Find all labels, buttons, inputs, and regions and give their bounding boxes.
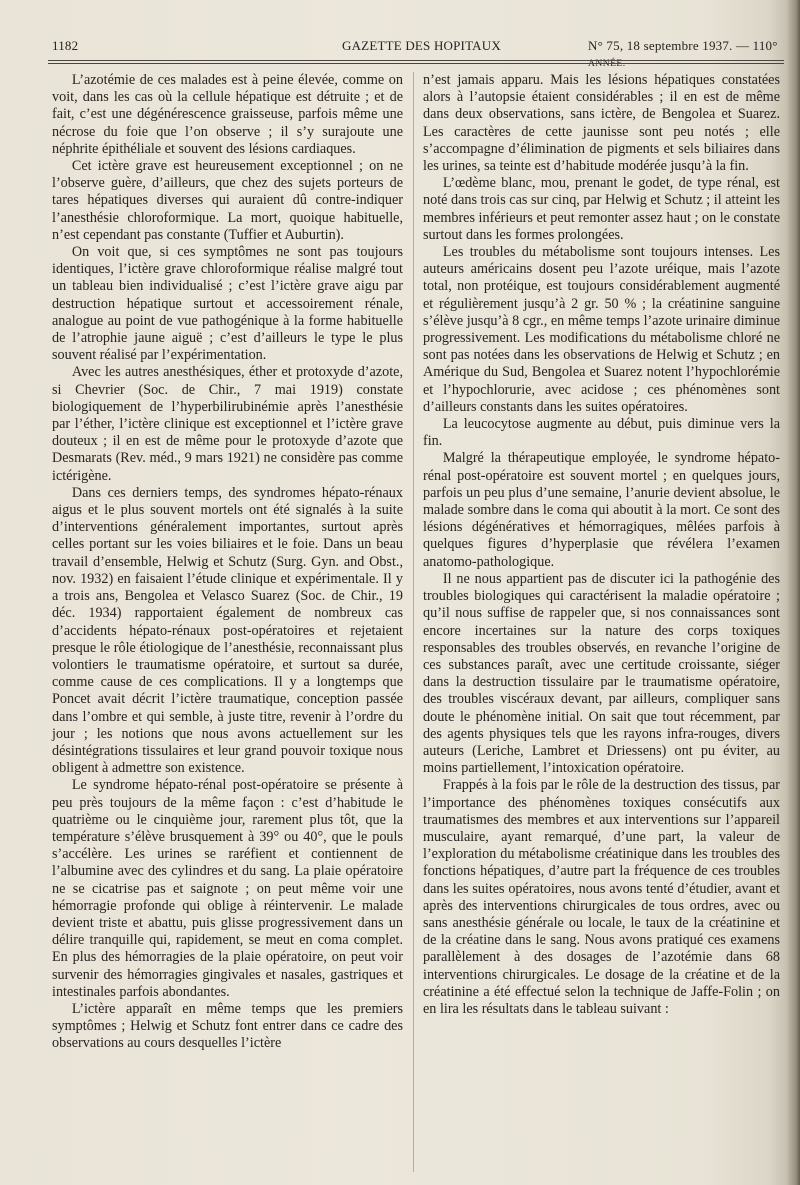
paragraph: Les troubles du métabolisme sont toujours intenses. Les auteurs américains dosent peu l’azote uréique, mais l’azote total, non protéique, est toujours considérablement augmenté et régulièrement jusqu’à 2 gr. 50 % ; la créatinine sanguine s’élève jusqu’à 8 cgr., en même temps l’azote urinaire diminue progressivement. Les modifications du métabolisme chloré ne sont pas notées dans les observations de Helwig et Schutz ; en Amérique du Sud, Bengolea et Suarez notent l’hypochlorémie et l’hypochlorurie, avec acidose ; ces phénomènes sont d’ailleurs constants dans les suites opératoires. [423,244,780,415]
left-column [52,72,403,1053]
paragraph: Malgré la thérapeutique employée, le syndrome hépato-rénal post-opératoire est souvent mortel ; en quelques jours, parfois un peu plus d’une semaine, l’anurie devient absolue, le malade sombre dans le coma qui aboutit à la mort. Ce sont des lésions dégénératives et hémorragiques, mêlées parfois à quelques figures d’hyperplasie que révélera l’examen anatomo-pathologique. [423,450,780,570]
column-divider [413,72,414,1172]
issue-line [588,38,780,70]
right-column [423,72,780,1018]
paragraph: On voit que, si ces symptômes ne sont pas toujours identiques, l’ictère grave chloroformique réalise malgré tout un tableau bien individualisé ; c’est l’ictère grave aigu par destruction hépatique surtout et accessoirement rénale, analogue au point de vue pathogénique à la forme habituelle de l’atrophie jaune aiguë ; c’est d’ailleurs le type le plus souvent réalisé par l’expérimentation. [52,244,403,364]
page-edge-shadow [786,0,800,1185]
issue-date: N° 75, 18 septembre 1937. — 110° [588,38,778,53]
paragraph: Il ne nous appartient pas de discuter ici la pathogénie des troubles biologiques qui caractérisent la maladie opératoire ; qu’il nous suffise de rappeler que, si nos connaissances sont encore incertaines sur la nature des corps toxiques responsables des troubles observés, en revanche l’origine de ces substances paraît, avec une certitude croissante, siéger dans la destruction tissulaire par le traumatisme opératoire, des troubles viscéraux devant, par ailleurs, compliquer sans doute le phénomène initial. On sait que tout récemment, par des agents physiques tels que les rayons infra-rouges, divers auteurs (Leriche, Lambret et Driessens) ont pu éviter, au moins partiellement, l’intoxication opératoire. [423,570,780,777]
paragraph: L’azotémie de ces malades est à peine élevée, comme on voit, dans les cas où la cellule hépatique est détruite ; et de fait, c’est une dégénérescence graisseuse, parfois même une nécrose du foie que l’on observe ; il s’y surajoute une néphrite épithéliale et souvent des lésions cardiaques. [52,72,403,157]
paragraph: L’ictère apparaît en même temps que les premiers symptômes ; Helwig et Schutz font entrer dans ce cadre des observations au cours desquelles l’ictère [52,1000,403,1052]
journal-title: GAZETTE DES HOPITAUX [342,38,501,53]
paragraph: Cet ictère grave est heureusement exceptionnel ; on ne l’observe guère, d’ailleurs, que chez des sujets porteurs de tares hépatiques diverses qui auraient dû contre-indiquer l’anesthésie chloroformique. La mort, quoique habituelle, n’est cependant pas constante (Tuffier et Auburtin). [52,158,403,243]
paragraph: L’œdème blanc, mou, prenant le godet, de type rénal, est noté dans trois cas sur cinq, par Helwig et Schutz ; il atteint les membres inférieurs et peut remonter assez haut ; on le constate surtout dans les formes prolongées. [423,175,780,243]
paragraph: Avec les autres anesthésiques, éther et protoxyde d’azote, si Chevrier (Soc. de Chir., 7 mai 1919) constate biologiquement de l’hyperbilirubinémie après l’anesthésie par l’éther, l’ictère clinique est exceptionnel et l’ictère grave douteux ; il en est de même pour le protoxyde d’azote que Desmarats (Rev. méd., 9 mars 1921) ne considère pas comme ictérigène. [52,364,403,484]
header-rule-bottom [48,63,784,64]
paragraph: n’est jamais apparu. Mais les lésions hépatiques constatées alors à l’autopsie étaient considérables ; il en est de même dans deux observations, sans ictère, de Bengolea et Suarez. Les caractères de cette jaunisse sont peu notés ; elle s’accompagne d’élimination de pigments et sels biliaires dans les urines, sa teinte est d’habitude modérée jusqu’à la fin. [423,72,780,175]
header-rule-top [48,60,784,61]
running-header [52,38,780,69]
issue-annee: ANNÉE. [588,59,626,69]
paragraph: Le syndrome hépato-rénal post-opératoire se présente à peu près toujours de la même façon : c’est d’habitude le quatrième ou le cinquième jour, rarement plus tôt, que la température s’élève brusquement à 39° ou 40°, que le pouls s’accélère. Les urines se raréfient et contiennent de l’albumine avec des cylindres et du sang. La plaie opératoire ne se cicatrise pas et saignote ; on peut même voir une hémorragie profonde qui oblige à réintervenir. Le malade devient triste et abattu, puis glisse progressivement dans un délire tranquille qui, rapidement, se meut en coma complet. En plus des hémorragies de la plaie opératoire, on peut voir survenir des hémorragies gingivales et nasales, gastriques et intestinales parfois abondantes. [52,777,403,1000]
paragraph: Dans ces derniers temps, des syndromes hépato-rénaux aigus et le plus souvent mortels ont été signalés à la suite d’interventions généralement importantes, surtout après celles portant sur les voies biliaires et le foie. Dans un beau travail d’ensemble, Helwig et Schutz (Surg. Gyn. and Obst., nov. 1932) en faisaient l’étude clinique et expérimentale. Il y a trois ans, Bengolea et Velasco Suarez (Soc. de Chir., 19 déc. 1934) rapportaient également de nombreux cas d’accidents hépato-rénaux post-opératoires et rejetaient presque le rôle étiologique de l’anesthésie, reconnaissant plus volontiers le traumatisme opératoire, et surtout sa durée, comme cause de ces complications. Il y a longtemps que Poncet avait décrit l’ictère traumatique, conception passée dans l’ombre et qui semble, à juste titre, revenir à l’ordre du jour ; les notions que nous avons actuellement sur les désintégrations tissulaires et leur grand pouvoir toxique nous obligent à admettre son existence. [52,484,403,777]
paragraph: La leucocytose augmente au début, puis diminue vers la fin. [423,416,780,450]
paragraph: Frappés à la fois par le rôle de la destruction des tissus, par l’importance des phénomènes toxiques consécutifs aux traumatismes des membres et aux interventions sur l’appareil musculaire, ayant remarqué, d’une part, la valeur de l’exploration du métabolisme créatinique dans les troubles des fonctions hépatiques, d’autre part la fréquence de ces troubles dans les suites opératoires, nous avons tenté d’étudier, avant et après des interventions chirurgicales de tous ordres, avec ou sans anesthésie générale ou locale, le taux de la créatinine et de la créatine dans le sang. Nous avons pratiqué ces examens parallèlement à des dosages de l’azotémie dans 68 interventions chirurgicales. Le dosage de la créatine et de la créatinine a été effectué selon la technique de Jaffe-Folin ; on en lira les résultats dans le tableau suivant : [423,777,780,1017]
page-number: 1182 [52,38,79,53]
